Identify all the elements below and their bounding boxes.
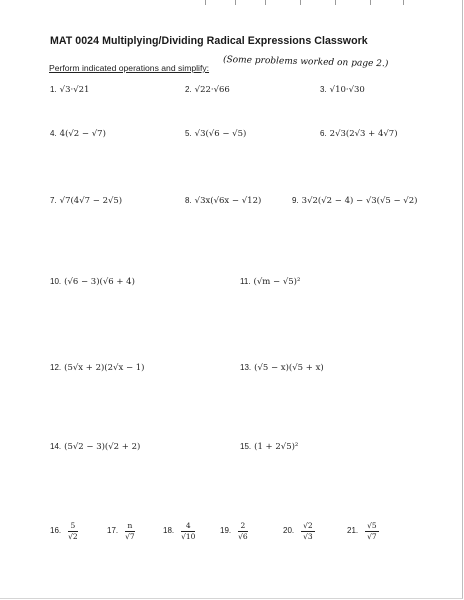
problem-number: 8. — [185, 196, 192, 205]
numerator: 5 — [68, 522, 78, 532]
problem-number: 6. — [320, 129, 327, 138]
denominator: √7 — [125, 531, 135, 541]
problem-19 — [220, 522, 248, 540]
problem-expression: (√6 − 3)(√6 + 4) — [64, 277, 135, 287]
problem-expression: √7(4√7 − 2√5) — [59, 196, 123, 206]
denominator: √3 — [303, 531, 313, 541]
problem-number: 20. — [283, 526, 295, 536]
fraction — [301, 522, 315, 540]
problem-12 — [50, 364, 145, 373]
fraction — [68, 522, 78, 540]
fraction — [238, 522, 248, 540]
problem-expression: √3x(√6x − √12) — [194, 196, 262, 206]
problem-16 — [50, 522, 78, 540]
problem-1 — [50, 86, 89, 95]
problem-number: 2. — [185, 85, 192, 94]
scan-marks — [205, 0, 405, 6]
problem-expression: √3·√21 — [59, 85, 90, 95]
problem-6 — [320, 130, 398, 139]
problem-number: 7. — [50, 196, 57, 205]
problem-10 — [50, 278, 135, 287]
problem-20 — [283, 522, 315, 540]
problem-3 — [320, 86, 365, 95]
problem-11 — [240, 278, 300, 287]
problem-13 — [240, 364, 324, 373]
problem-number: 11. — [240, 277, 251, 286]
fraction — [181, 522, 195, 540]
problem-expression: 2√3(2√3 + 4√7) — [329, 129, 398, 139]
problem-expression: √22·√66 — [194, 85, 230, 95]
denominator: √10 — [181, 531, 196, 541]
handwritten-note: (Some problems worked on page 2.) — [222, 55, 389, 70]
problem-expression: (√m − √5)² — [253, 277, 301, 287]
problem-number: 14. — [50, 442, 62, 451]
problem-number: 18. — [163, 526, 175, 536]
problem-18 — [163, 522, 195, 540]
problem-number: 3. — [320, 85, 327, 94]
problem-number: 12. — [50, 363, 62, 372]
numerator: √5 — [367, 521, 377, 530]
problem-expression: √10·√30 — [329, 85, 365, 95]
problem-number: 19. — [220, 526, 232, 536]
problem-number: 15. — [240, 442, 252, 451]
problem-7 — [50, 197, 122, 206]
numerator: √2 — [303, 521, 313, 530]
problem-2 — [185, 86, 230, 95]
problem-number: 9. — [292, 196, 299, 205]
problem-17 — [107, 522, 135, 540]
problem-number: 13. — [240, 363, 252, 372]
numerator: n — [125, 522, 135, 532]
problem-expression: (5√x + 2)(2√x − 1) — [64, 363, 145, 373]
fraction — [365, 522, 379, 540]
problem-expression: (√5 − x)(√5 + x) — [254, 363, 324, 373]
problem-number: 1. — [50, 85, 57, 94]
denominator: √6 — [238, 531, 248, 541]
problem-expression: 3√2(√2 − 4) − √3(√5 − √2) — [301, 196, 418, 206]
problem-expression: (1 + 2√5)² — [254, 442, 299, 452]
denominator: √7 — [367, 531, 377, 541]
problem-21 — [347, 522, 379, 540]
fraction — [125, 522, 135, 540]
numerator: 2 — [238, 522, 248, 532]
problem-4 — [50, 130, 106, 139]
problem-15 — [240, 443, 298, 452]
problem-14 — [50, 443, 140, 452]
problem-number: 17. — [107, 526, 119, 536]
problem-8 — [185, 197, 261, 206]
problem-expression: 4(√2 − √7) — [59, 129, 106, 139]
denominator: √2 — [68, 531, 78, 541]
problem-9 — [292, 197, 417, 206]
problem-number: 4. — [50, 129, 57, 138]
problem-5 — [185, 130, 246, 139]
instructions: Perform indicated operations and simplify: — [49, 63, 210, 73]
numerator: 4 — [181, 522, 195, 532]
problem-expression: √3(√6 − √5) — [194, 129, 247, 139]
worksheet-title: MAT 0024 Multiplying/Dividing Radical Expressions Classwork — [50, 35, 368, 47]
problem-number: 16. — [50, 526, 62, 536]
problem-expression: (5√2 − 3)(√2 + 2) — [64, 442, 141, 452]
problem-number: 5. — [185, 129, 192, 138]
problem-number: 10. — [50, 277, 62, 286]
problem-number: 21. — [347, 526, 359, 536]
